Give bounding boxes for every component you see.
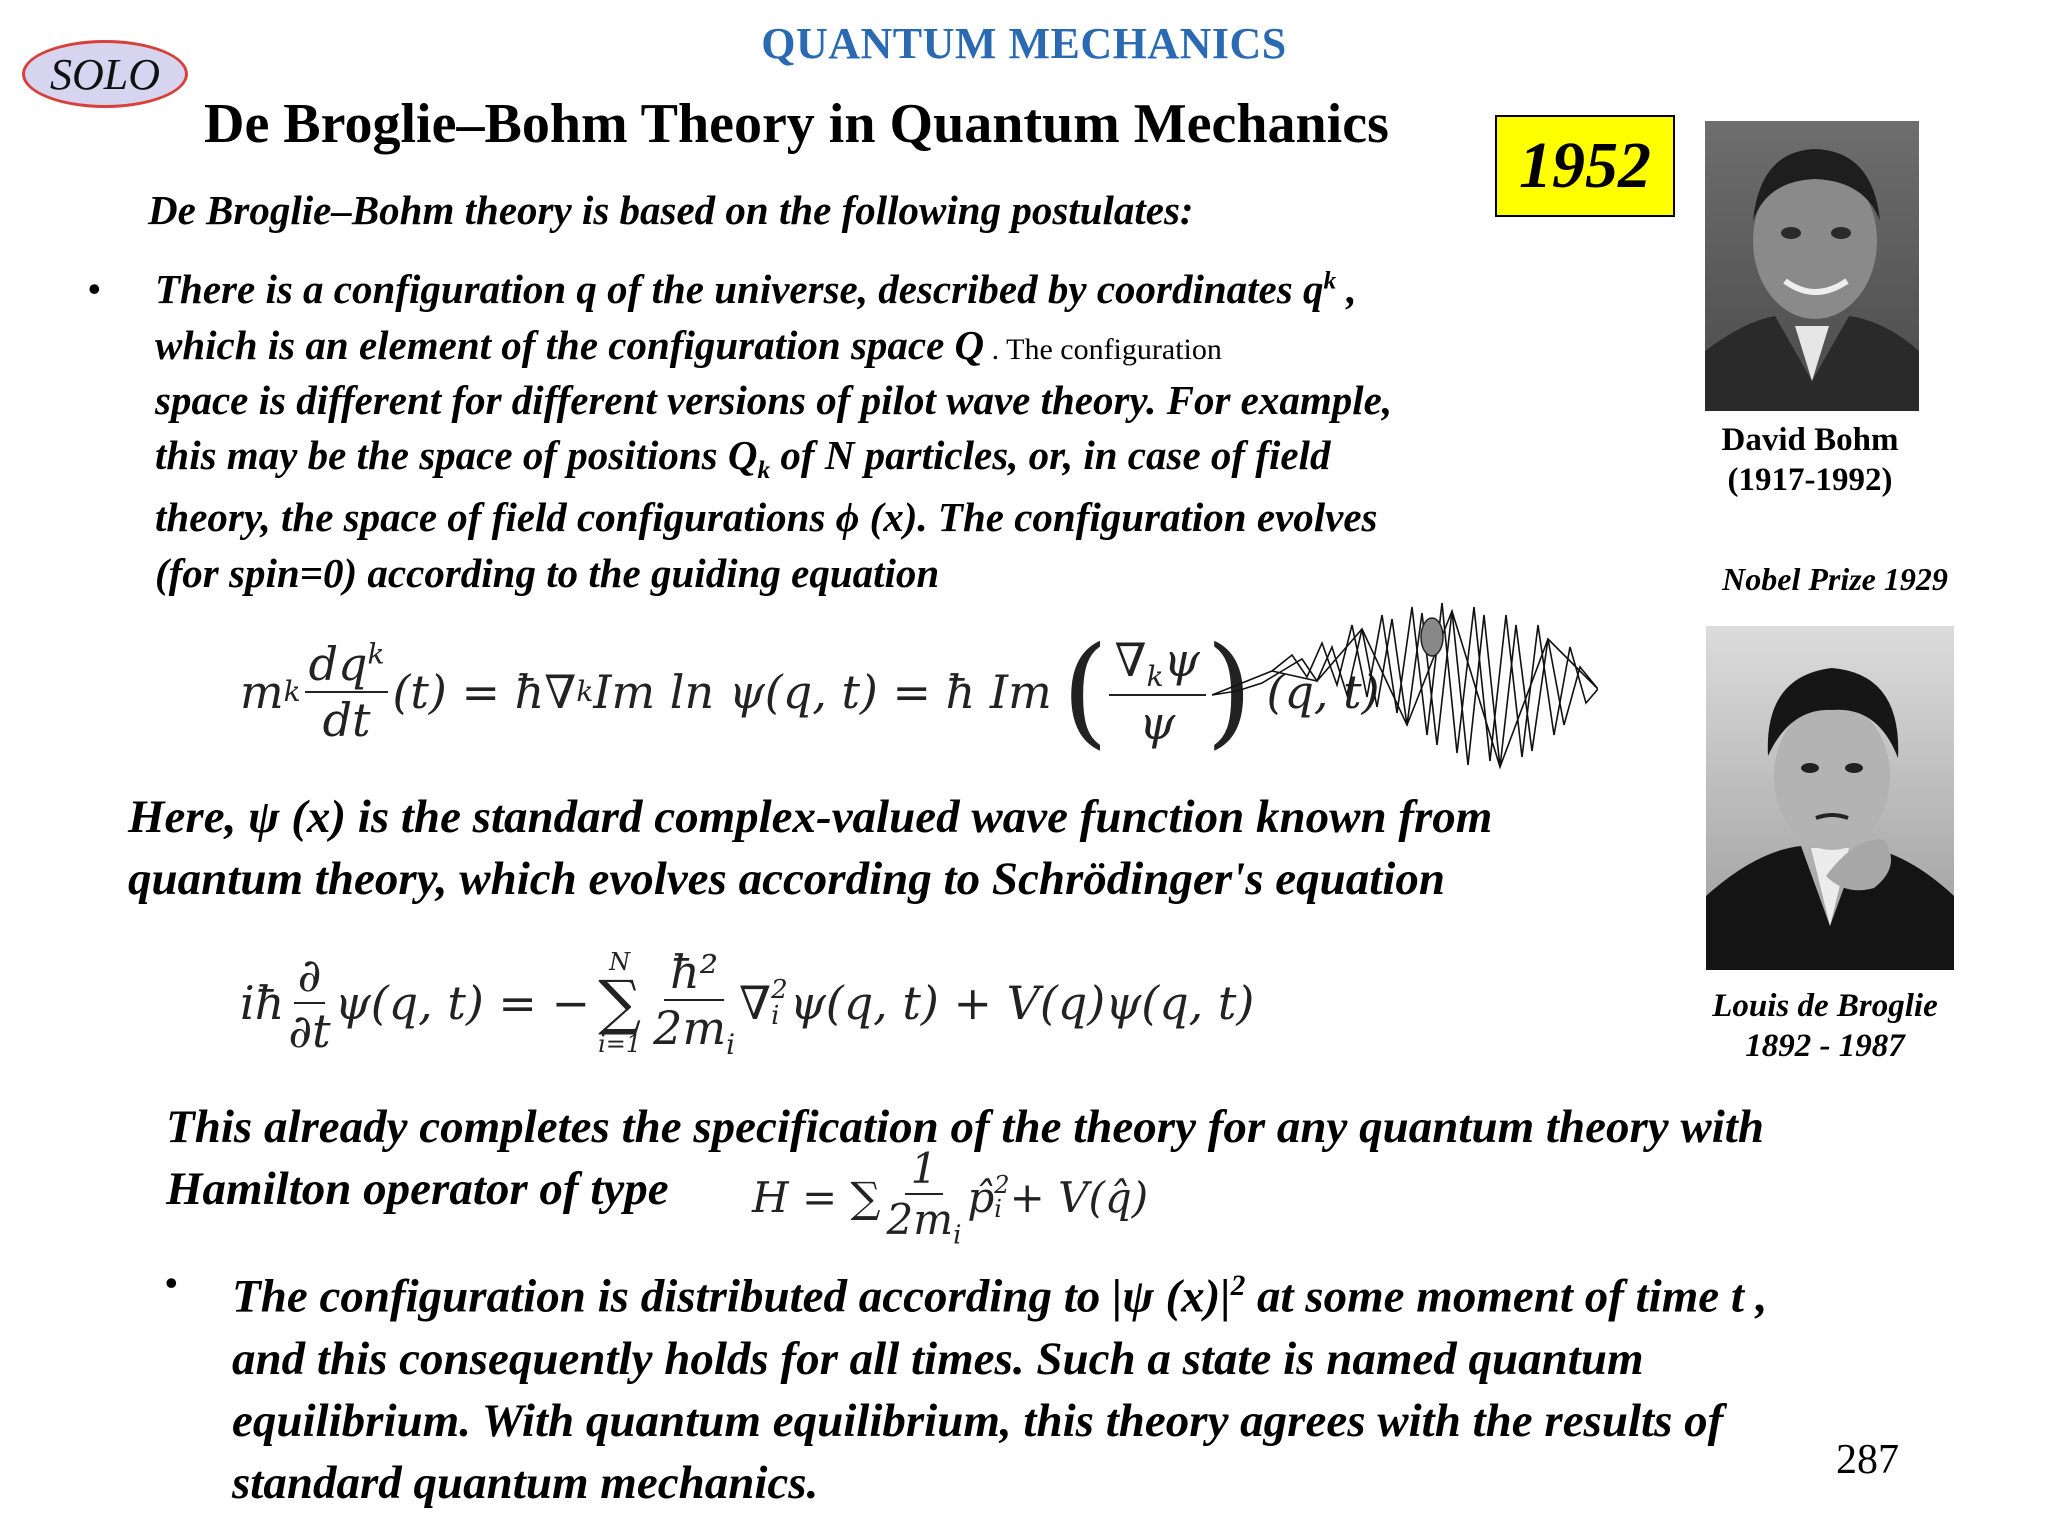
guiding-equation: m k $dq^k$ dt (t) = ħ∇ k Im ln ψ(q, t) = ħ Im ( $\nabla_k\psi$ ψ ) (q, t) [240, 622, 1380, 761]
schrodinger-equation: iħ ∂ ∂t ψ(q, t) = − N ∑ i=1 ħ² $2m_i$ ∇ 2 i ψ(q, t) + V(q)ψ(q, t) [240, 945, 1255, 1062]
bullet-2: • [165, 1263, 178, 1303]
postulate1-line6: (for spin=0) according to the guiding equation [155, 550, 940, 596]
intro-text: De Broglie–Bohm theory is based on the following postulates: [148, 187, 1194, 233]
page-number: 287 [1836, 1437, 1899, 1483]
paragraph-3: This already completes the specification of the theory for any quantum theory with Hamilton operator of type [166, 1101, 1764, 1215]
solo-badge: SOLO [22, 40, 188, 108]
postulate1-line1: There is a configuration q of the universe, described by coordinates $q^k$ , [155, 266, 1357, 312]
louis-de-broglie-caption: Louis de Broglie 1892 - 1987 [1712, 988, 1938, 1064]
year-box: 1952 [1495, 115, 1675, 217]
postulate1-line4: this may be the space of positions $Q_k$ of N particles, or, in case of field [155, 432, 1331, 485]
postulate1-line3: space is different for different versions of pilot wave theory. For example, [155, 377, 1393, 423]
pilot-wave-illustration [1212, 585, 1598, 775]
postulate1-line5: theory, the space of field configurations ϕ (x). The configuration evolves [155, 494, 1378, 540]
bullet-1: • [88, 269, 101, 309]
louis-de-broglie-photo [1706, 626, 1954, 970]
postulate1-line2: which is an element of the configuration space Q . The configuration [155, 322, 1222, 368]
david-bohm-photo [1705, 121, 1919, 411]
slide-title: De Broglie–Bohm Theory in Quantum Mechanics [204, 93, 1389, 155]
nobel-prize-caption: Nobel Prize 1929 [1722, 561, 1948, 597]
postulate-2: The configuration is distributed according to |ψ $(x)|^2$ at some moment of time t , and this consequently holds for all times. Such a state is named quantum equilibrium. With quantum equilibrium, this theory agrees with the results of standard quantum mechanics. [232, 1270, 1768, 1509]
hamiltonian-equation: H = ∑ 1 $2m_i$ p̂ 2 i + V(q̂) [752, 1144, 1149, 1251]
david-bohm-caption: David Bohm (1917-1992) [1721, 422, 1899, 498]
paragraph-2: Here, ψ (x) is the standard complex-valued wave function known from quantum theory, which evolves according to Schrödinger's equation [128, 791, 1493, 905]
header-title: QUANTUM MECHANICS [761, 19, 1287, 68]
